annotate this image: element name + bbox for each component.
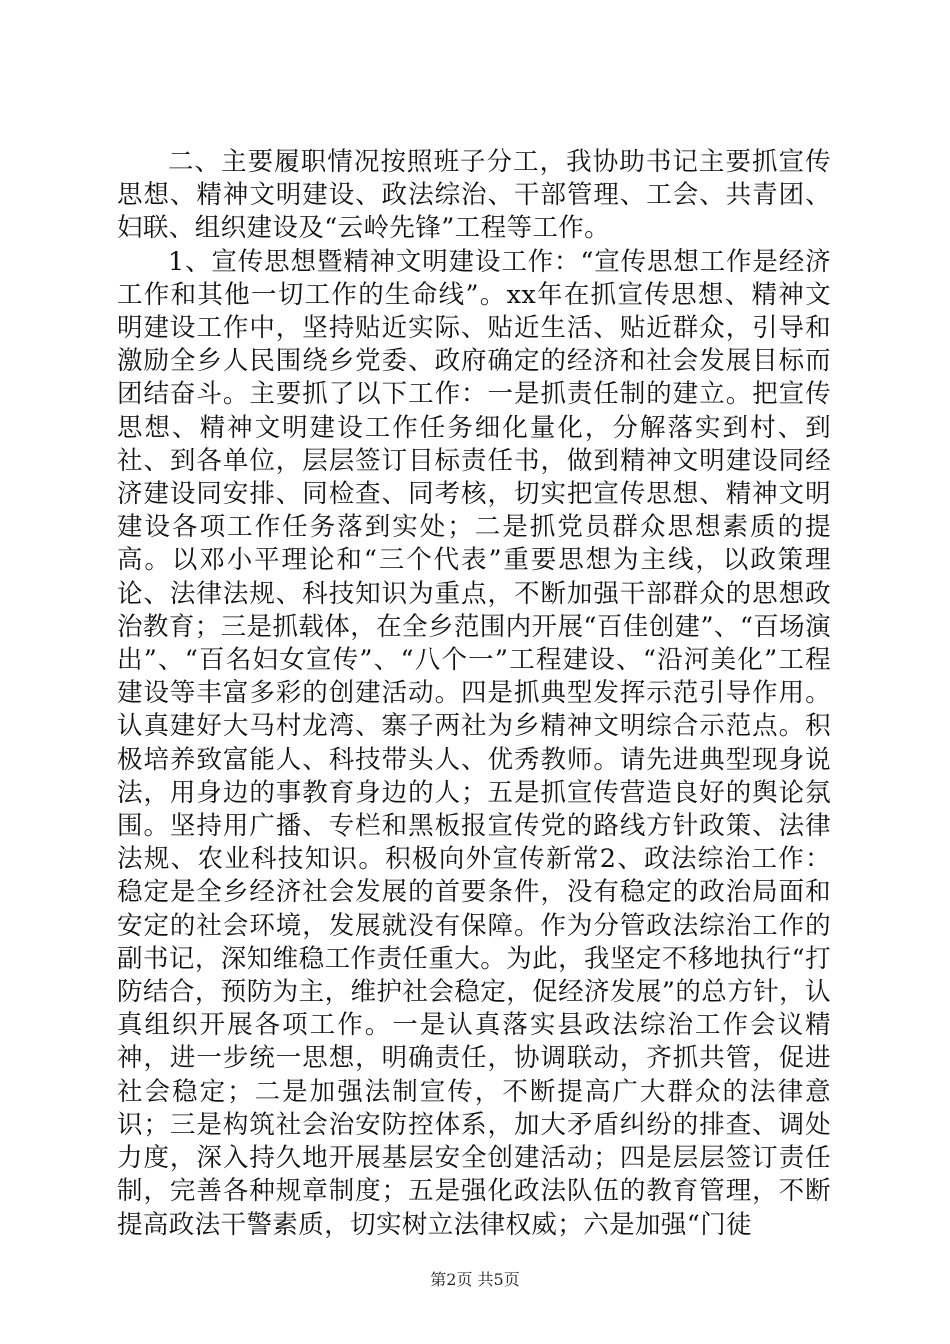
page-number-label: 第2页 共5页 <box>430 1270 520 1289</box>
paragraph-duties-overview: 二、主要履职情况按照班子分工，我协助书记主要抓宣传思想、精神文明建设、政法综治、干部管理、工会、共青团、妇联、组织建设及“云岭先锋”工程等工作。 <box>117 147 831 244</box>
paragraph-propaganda-and-legal-work: 1、宣传思想暨精神文明建设工作：“宣传思想工作是经济工作和其他一切工作的生命线”。xx年在抓宣传思想、精神文明建设工作中，坚持贴近实际、贴近生活、贴近群众，引导和激励全乡人民围绕乡党委、政府确定的经济和社会发展目标而团结奋斗。主要抓了以下工作：一是抓责任制的建立。把宣传思想、精神文明建设工作任务细化量化，分解落实到村、到社、到各单位，层层签订目标责任书，做到精神文明建设同经济建设同安排、同检查、同考核，切实把宣传思想、精神文明建设各项工作任务落到实处；二是抓党员群众思想素质的提高。以邓小平理论和“三个代表”重要思想为主线，以政策理论、法律法规、科技知识为重点，不断加强干部群众的思想政治教育；三是抓载体，在全乡范围内开展“百佳创建”、“百场演出”、“百名妇女宣传”、“八个一”工程建设、“沿河美化”工程建设等丰富多彩的创建活动。四是抓典型发挥示范引导作用。认真建好大马村龙湾、寨子两社为乡精神文明综合示范点。积极培养致富能人、科技带头人、优秀教师。请先进典型现身说法，用身边的事教育身边的人；五是抓宣传营造良好的舆论氛围。坚持用广播、专栏和黑板报宣传党的路线方针政策、法律法规、农业科技知识。积极向外宣传新常2、政法综治工作：稳定是全乡经济社会发展的首要条件，没有稳定的政治局面和安定的社会环境，发展就没有保障。作为分管政法综治工作的副书记，深知维稳工作责任重大。为此，我坚定不移地执行“打防结合，预防为主，维护社会稳定，促经济发展”的总方针，认真组织开展各项工作。一是认真落实县政法综治工作会议精神，进一步统一思想，明确责任，协调联动，齐抓共管，促进社会稳定；二是加强法制宣传，不断提高广大群众的法律意识；三是构筑社会治安防控体系，加大矛盾纠纷的排查、调处力度，深入持久地开展基层安全创建活动；四是层层签订责任制，完善各种规章制度；五是强化政法队伍的教育管理，不断提高政法干警素质，切实树立法律权威；六是加强“门徒 <box>117 246 831 1240</box>
document-body <box>117 146 831 1242</box>
page-footer <box>0 1270 950 1290</box>
